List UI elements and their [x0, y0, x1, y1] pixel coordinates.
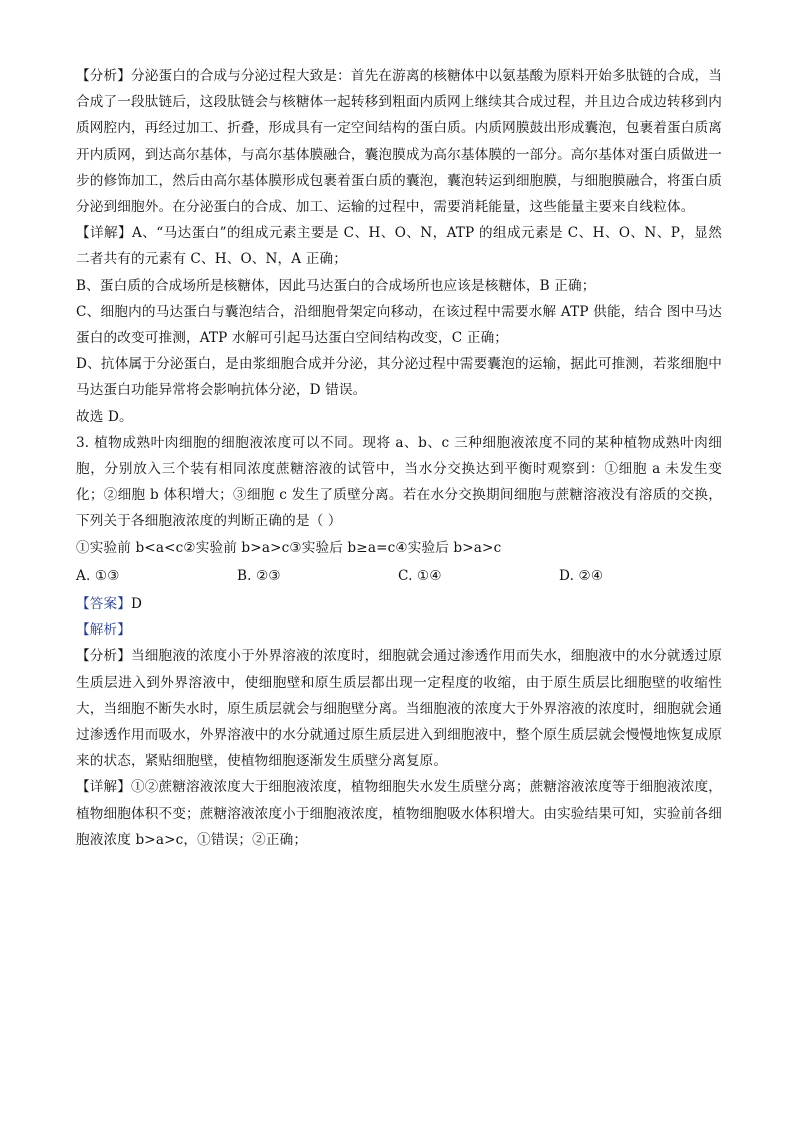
- detail-tag: 【详解】: [76, 225, 132, 242]
- option-a: A. ①③: [76, 567, 120, 584]
- solution-header: [76, 617, 722, 643]
- detail-option-b: B、蛋白质的合成场所是核糖体，因此马达蛋白的合成场所也应该是核糖体，B 正确；: [76, 277, 596, 294]
- detail-text-2: ①②蔗糖溶液浓度大于细胞液浓度，植物细胞失水发生质壁分离；蔗糖溶液浓度等于细胞液浓度，植物细胞体积不变；蔗糖溶液浓度小于细胞液浓度，植物细胞吸水体积增大。由实验结果可知，实验前各细胞液浓度 b>a>c，①错误；②正确；: [76, 779, 722, 848]
- question-3-stem: 3. 植物成熟叶肉细胞的细胞液浓度可以不同。现将 a、b、c 三种细胞液浓度不同的某种植物成熟叶肉细胞，分别放入三个装有相同浓度蔗糖溶液的试管中，当水分交换达到平衡时观察到：①细胞 a 未发生变化；②细胞 b 体积增大；③细胞 c 发生了质壁分离。若在水分交换期间细胞与蔗糖溶液没有溶质的交换，下列关于各细胞液浓度的判断正确的是（ ）: [76, 434, 722, 530]
- detail-option-c: C、细胞内的马达蛋白与囊泡结合，沿细胞骨架定向移动，在该过程中需要水解 ATP 供能，结合 图中马达蛋白的改变可推测，ATP 水解可引起马达蛋白空间结构改变，C 正确；: [76, 303, 722, 347]
- question-3-options: [76, 563, 722, 589]
- analysis-tag: 【分析】: [76, 68, 131, 84]
- option-b: B. ②③: [237, 567, 281, 584]
- question-3-statements: ①实验前 b<a<c②实验前 b>a>c③实验后 b≥a=c④实验后 b>a>c: [76, 539, 502, 556]
- detail-paragraph-2: [76, 774, 722, 853]
- solution-tag: 【解析】: [76, 622, 131, 639]
- detail-option-d: D、抗体属于分泌蛋白，是由浆细胞合成并分泌，其分泌过程中需要囊泡的运输，据此可推测，若浆细胞中马达蛋白功能异常将会影响抗体分泌，D 错误。: [76, 356, 722, 399]
- detail-tag-2: 【详解】: [76, 779, 131, 796]
- answer-value: D: [130, 596, 143, 613]
- analysis-tag-2: 【分析】: [76, 648, 131, 665]
- analysis-paragraph-1: [76, 63, 722, 220]
- analysis-text: 分泌蛋白的合成与分泌过程大致是：首先在游离的核糖体中以氨基酸为原料开始多肽链的合成，当合成了一段肽链后，这段肽链会与核糖体一起转移到粗面内质网上继续其合成过程，并且边合成边转移到内质网腔内，再经过加工、折叠，形成具有一定空间结构的蛋白质。内质网膜鼓出形成囊泡，包裹着蛋白质离开内质网，到达高尔基体，与高尔基体膜融合，囊泡膜成为高尔基体膜的一部分。高尔基体对蛋白质做进一步的修饰加工，然后由高尔基体膜形成包裹着蛋白质的囊泡，囊泡转运到细胞膜，与细胞膜融合，将蛋白质分泌到细胞外。在分泌蛋白的合成、加工、运输的过程中，需要消耗能量，这些能量主要来自线粒体。: [76, 68, 722, 216]
- answer-line: [76, 591, 722, 617]
- option-c: C. ①④: [398, 567, 442, 584]
- answer-tag: 【答案】: [76, 596, 131, 613]
- detail-option-a: [76, 220, 722, 272]
- detail-conclusion: 故选 D。: [76, 408, 133, 425]
- analysis-paragraph-2: [76, 643, 722, 774]
- analysis-text-2: 当细胞液的浓度小于外界溶液的浓度时，细胞就会通过渗透作用而失水，细胞液中的水分就透过原生质层进入到外界溶液中，使细胞壁和原生质层都出现一定程度的收缩，由于原生质层比细胞壁的收缩性大，当细胞不断失水时，原生质层就会与细胞壁分离。当细胞液的浓度大于外界溶液的浓度时，细胞就会通过渗透作用而吸水，外界溶液中的水分就通过原生质层进入到细胞液中，整个原生质层就会慢慢地恢复成原来的状态，紧贴细胞壁，使植物细胞逐渐发生质壁分离复原。: [76, 648, 722, 770]
- option-d: D. ②④: [559, 567, 604, 584]
- document-page: [76, 63, 722, 853]
- detail-a-text: A、“马达蛋白”的组成元素主要是 C、H、O、N，ATP 的组成元素是 C、H、O、N、P，显然二者共有的元素有 C、H、O、N，A 正确；: [76, 225, 722, 268]
